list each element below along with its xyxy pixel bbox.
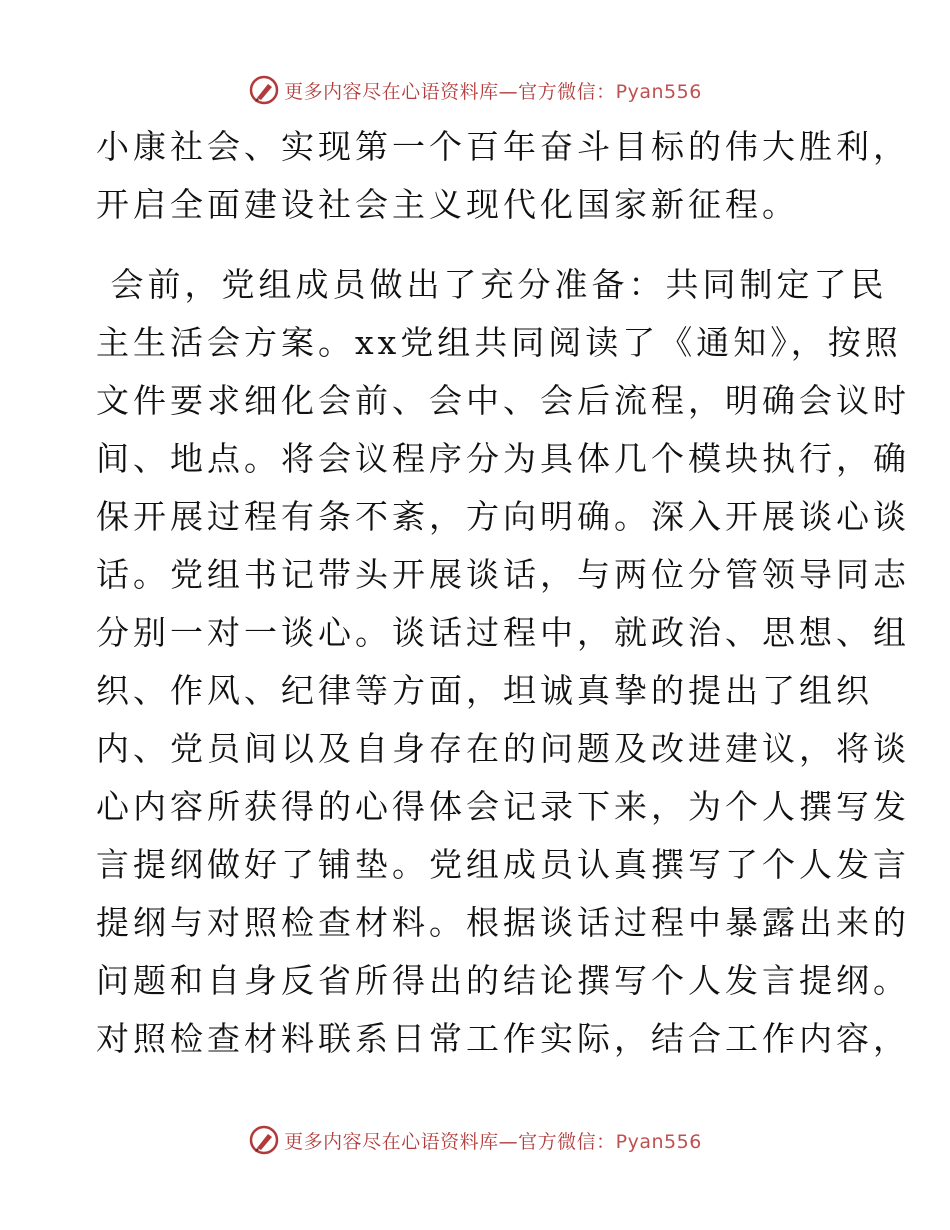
watermark-header [0,70,950,110]
watermark-wechat-id: Pyan556 [615,80,702,103]
watermark-label: 更多内容尽在心语资料库—官方微信： [284,80,616,103]
text-line: 织、作风、纪律等方面，坦诚真挚的提出了组织 [96,671,873,710]
watermark-wechat-id: Pyan556 [615,1130,702,1153]
text-line: 会前，党组成员做出了充分准备：共同制定了民 [96,265,888,304]
text-line: 文件要求细化会前、会中、会后流程，明确会议时 [96,381,910,420]
text-line: 言提纲做好了铺垫。党组成员认真撰写了个人发言 [96,845,910,884]
text-line: 间、地点。将会议程序分为具体几个模块执行，确 [96,439,910,478]
watermark-footer [0,1120,950,1160]
text-line: 心内容所获得的心得体会记录下来，为个人撰写发 [96,787,910,826]
text-line: 保开展过程有条不紊，方向明确。深入开展谈心谈 [96,497,910,536]
watermark-label: 更多内容尽在心语资料库—官方微信： [284,1130,616,1153]
text-line: 提纲与对照检查材料。根据谈话过程中暴露出来的 [96,903,910,942]
text-line: 分别一对一谈心。谈话过程中，就政治、思想、组 [96,613,910,652]
pen-logo-icon [248,1124,280,1156]
text-line: 内、党员间以及自身存在的问题及改进建议，将谈 [96,729,910,768]
watermark-text [284,1127,702,1154]
document-body [96,118,910,1068]
text-line: 小康社会、实现第一个百年奋斗目标的伟大胜利， [96,127,910,166]
watermark-text [284,77,702,104]
pen-logo-icon [248,74,280,106]
text-line: 主生活会方案。xx党组共同阅读了《通知》，按照 [96,323,902,362]
text-line: 话。党组书记带头开展谈话，与两位分管领导同志 [96,555,910,594]
text-line: 问题和自身反省所得出的结论撰写个人发言提纲。 [96,961,910,1000]
text-line: 开启全面建设社会主义现代化国家新征程。 [96,185,799,224]
paragraph-1 [96,118,910,234]
paragraph-2 [96,256,910,1068]
text-line: 对照检查材料联系日常工作实际，结合工作内容， [96,1019,910,1058]
